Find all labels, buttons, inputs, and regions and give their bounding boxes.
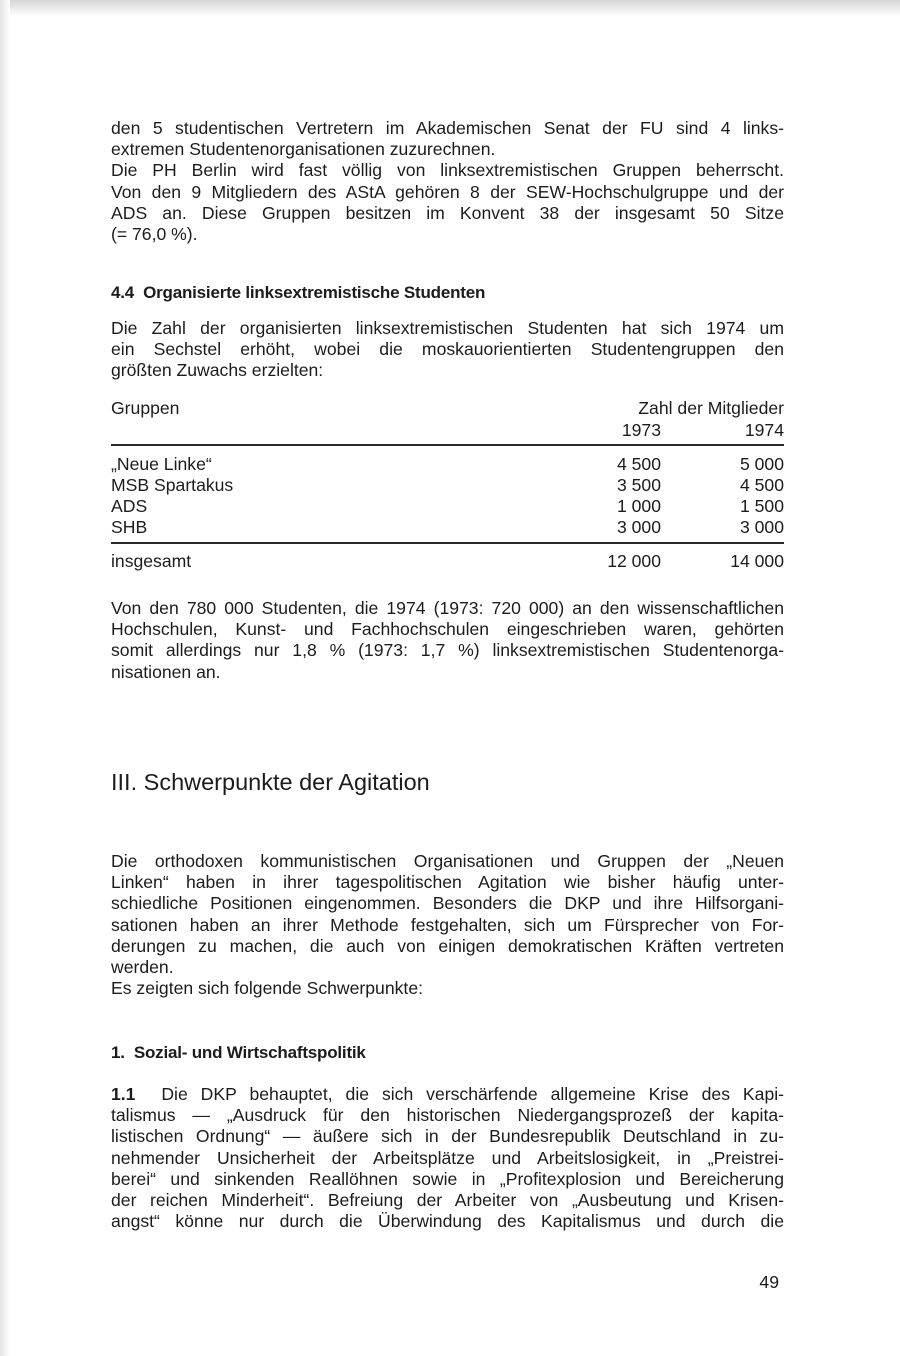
paragraph-line: schiedliche Positionen eingenommen. Besonders die DKP und ihre Hilfsorgani- <box>111 893 784 914</box>
paragraph-line: Die Zahl der organisierten linksextremistischen Studenten hat sich 1974 um <box>111 318 784 338</box>
paragraph-line: ein Sechstel erhöht, wobei die moskauorientierten Studentengruppen den <box>111 339 784 360</box>
header-members: Zahl der Mitglieder <box>638 398 784 418</box>
scan-top-edge <box>0 0 900 16</box>
value-1974-cell: 1 500 <box>739 496 784 516</box>
value-1974-cell: 5 000 <box>739 454 784 474</box>
value-1973-cell: 4 500 <box>616 454 661 474</box>
intro-paragraph <box>111 118 784 245</box>
group-cell: MSB Spartakus <box>111 475 234 495</box>
paragraph-line: werden. <box>111 957 174 978</box>
closing-line: Es zeigten sich folgende Schwerpunkte: <box>111 978 423 999</box>
paragraph-line-text: Die DKP behauptet, die sich verschärfende allgemeine Krise des Kapi- <box>161 1084 785 1104</box>
section-4-4-heading <box>111 282 784 303</box>
members-table <box>111 398 784 578</box>
chapter-iii-paragraph <box>111 851 784 999</box>
intro-line: Von den 9 Mitgliedern des AStA gehören 8 der SEW-Hochschulgruppe und der <box>111 181 784 202</box>
paragraph-line: somit allerdings nur 1,8 % (1973: 1,7 %) linksextremistischen Studentenorga- <box>111 640 784 661</box>
paragraph-line: talismus — „Ausdruck für den historischen Niedergangsprozeß der kapita- <box>111 1105 784 1126</box>
value-1974-cell: 3 000 <box>739 517 784 537</box>
table-row <box>111 517 784 539</box>
paragraph-line: nehmender Unsicherheit der Arbeitsplätze und Arbeitslosigkeit, in „Preistrei- <box>111 1147 784 1168</box>
paragraph-line <box>111 1084 784 1105</box>
intro-line: ADS an. Diese Gruppen besitzen im Konvent 38 der insgesamt 50 Sitze <box>111 202 784 223</box>
chapter-title: III. Schwerpunkte der Agitation <box>111 769 430 795</box>
table-header-rule <box>111 444 784 446</box>
scan-left-edge <box>0 0 10 1356</box>
table-year-row <box>111 420 784 442</box>
group-cell: SHB <box>111 517 148 537</box>
paragraph-line: Die orthodoxen kommunistischen Organisationen und Gruppen der „Neuen <box>111 851 784 871</box>
paragraph-line: Hochschulen, Kunst- und Fachhochschulen eingeschrieben waren, gehörten <box>111 619 784 640</box>
intro-line: den 5 studentischen Vertretern im Akademischen Senat der FU sind 4 links- <box>111 118 784 138</box>
after-table-paragraph <box>111 598 784 683</box>
page-number: 49 <box>759 1272 779 1292</box>
table-row <box>111 475 784 497</box>
paragraph-line: sationen haben an ihrer Methode festgehalten, sich um Fürsprecher von For- <box>111 914 784 935</box>
paragraph-line: nisationen an. <box>111 661 221 682</box>
paragraph-line: listischen Ordnung“ — äußere sich in der Bundesrepublik Deutschland in zu- <box>111 1126 784 1147</box>
paragraph-line: Linken“ haben in ihrer tagespolitischen Agitation wie bisher häufig unter- <box>111 872 784 893</box>
value-1973-cell: 3 000 <box>616 517 661 537</box>
paragraph-line: Von den 780 000 Studenten, die 1974 (1973: 720 000) an den wissenschaftlichen <box>111 598 784 618</box>
header-year-1974: 1974 <box>744 420 784 440</box>
group-cell: „Neue Linke“ <box>111 454 212 474</box>
section-number: 4.4 <box>111 283 135 302</box>
intro-line: extremen Studentenorganisationen zuzurechnen. <box>111 139 496 160</box>
section-1-1-paragraph <box>111 1084 784 1232</box>
total-1973: 12 000 <box>607 551 661 571</box>
section-4-4-paragraph <box>111 318 784 382</box>
paragraph-line: größten Zuwachs erzielten: <box>111 360 324 381</box>
value-1973-cell: 1 000 <box>616 496 661 516</box>
paragraph-line: der reichen Minderheit“. Befreiung der Arbeiter von „Ausbeutung und Krisen- <box>111 1190 784 1211</box>
section-1-heading <box>111 1042 784 1063</box>
table-row <box>111 454 784 476</box>
header-groups: Gruppen <box>111 398 180 418</box>
value-1973-cell: 3 500 <box>616 475 661 495</box>
group-cell: ADS <box>111 496 148 516</box>
intro-line: Die PH Berlin wird fast völlig von linksextremistischen Gruppen beherrscht. <box>111 160 784 181</box>
paragraph-line: berei“ und sinkenden Reallöhnen sowie in „Profitexplosion und Bereicherung <box>111 1168 784 1189</box>
table-total-row <box>111 551 784 573</box>
section-title: 1. Sozial- und Wirtschaftspolitik <box>111 1043 366 1062</box>
total-label: insgesamt <box>111 551 192 571</box>
header-year-1973: 1973 <box>621 420 661 440</box>
chapter-iii-heading <box>111 768 784 796</box>
table-header-row <box>111 398 784 420</box>
table-total-rule <box>111 542 784 544</box>
section-number: 1.1 <box>111 1084 136 1104</box>
section-title: Organisierte linksextremistische Studenten <box>143 283 486 302</box>
intro-line: (= 76,0 %). <box>111 224 198 245</box>
total-1974: 14 000 <box>730 551 784 571</box>
paragraph-line: derungen zu machen, die auch von einigen demokratischen Kräften vertreten <box>111 935 784 956</box>
table-row <box>111 496 784 518</box>
paragraph-line: angst“ könne nur durch die Überwindung des Kapitalismus und durch die <box>111 1211 784 1232</box>
value-1974-cell: 4 500 <box>739 475 784 495</box>
